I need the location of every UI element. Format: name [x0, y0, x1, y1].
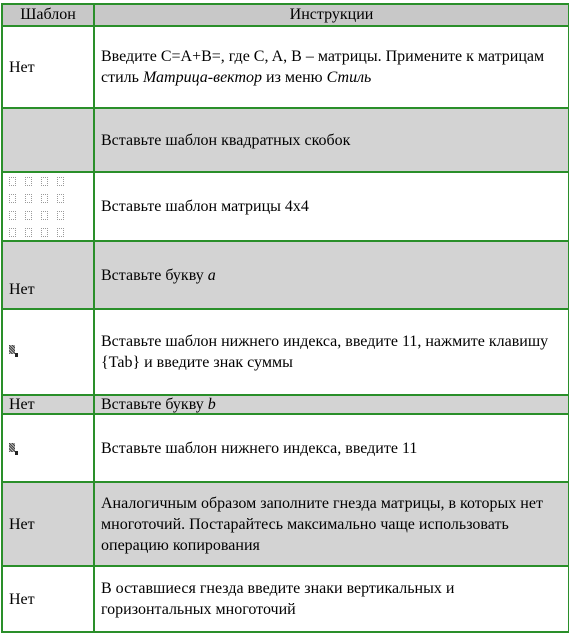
table-row	[2, 26, 569, 108]
letter-a: a	[207, 266, 216, 284]
instruction-text: Вставьте букву	[101, 396, 208, 413]
template-cell	[2, 309, 94, 395]
instruction-cell	[94, 395, 569, 414]
table-row	[2, 414, 569, 482]
template-cell: Нет	[2, 566, 94, 632]
header-row	[2, 4, 569, 26]
template-cell: Нет	[2, 482, 94, 566]
instruction-text: Вставьте букву	[101, 266, 208, 284]
subscript-template-icon	[9, 345, 18, 357]
table-row	[2, 566, 569, 632]
instruction-cell: Вставьте шаблон квадратных скобок	[94, 108, 569, 172]
instruction-cell: Вставьте шаблон нижнего индекса, введите 11, нажмите клавишу {Tab} и введите знак суммы	[94, 309, 569, 395]
template-cell: Нет	[2, 26, 94, 108]
letter-b: b	[207, 396, 216, 413]
instructions-table	[1, 3, 569, 633]
table-row	[2, 395, 569, 414]
template-cell	[2, 414, 94, 482]
template-cell	[2, 172, 94, 241]
template-cell: Нет	[2, 241, 94, 309]
menu-name-style: Стиль	[326, 69, 372, 86]
table-row	[2, 309, 569, 395]
instruction-text: из меню	[262, 69, 327, 86]
instruction-cell: Вставьте шаблон нижнего индекса, введите 11	[94, 414, 569, 482]
template-cell: Нет	[2, 395, 94, 414]
instruction-cell: Вставьте шаблон матрицы 4x4	[94, 172, 569, 241]
instruction-cell: Аналогичным образом заполните гнезда матрицы, в которых нет многоточий. Постарайтесь максимально чаще использовать операцию копирования	[94, 482, 569, 566]
instruction-cell	[94, 26, 569, 108]
style-name-matrix-vector: Матрица-вектор	[142, 69, 262, 86]
instructions-column-header: Инструкции	[94, 4, 569, 26]
instruction-cell: В оставшиеся гнезда введите знаки вертикальных и горизонтальных многоточий	[94, 566, 569, 632]
instruction-text: Введите C=A+B=, где C, A, B – матрицы. Примените к матрицам стиль	[101, 48, 545, 86]
template-column-header: Шаблон	[2, 4, 94, 26]
table-row	[2, 241, 569, 309]
table-row	[2, 108, 569, 172]
subscript-template-icon	[9, 443, 18, 455]
table-row	[2, 482, 569, 566]
table-row	[2, 172, 569, 241]
matrix-4x4-template-icon	[9, 177, 87, 237]
instruction-cell	[94, 241, 569, 309]
template-cell	[2, 108, 94, 172]
